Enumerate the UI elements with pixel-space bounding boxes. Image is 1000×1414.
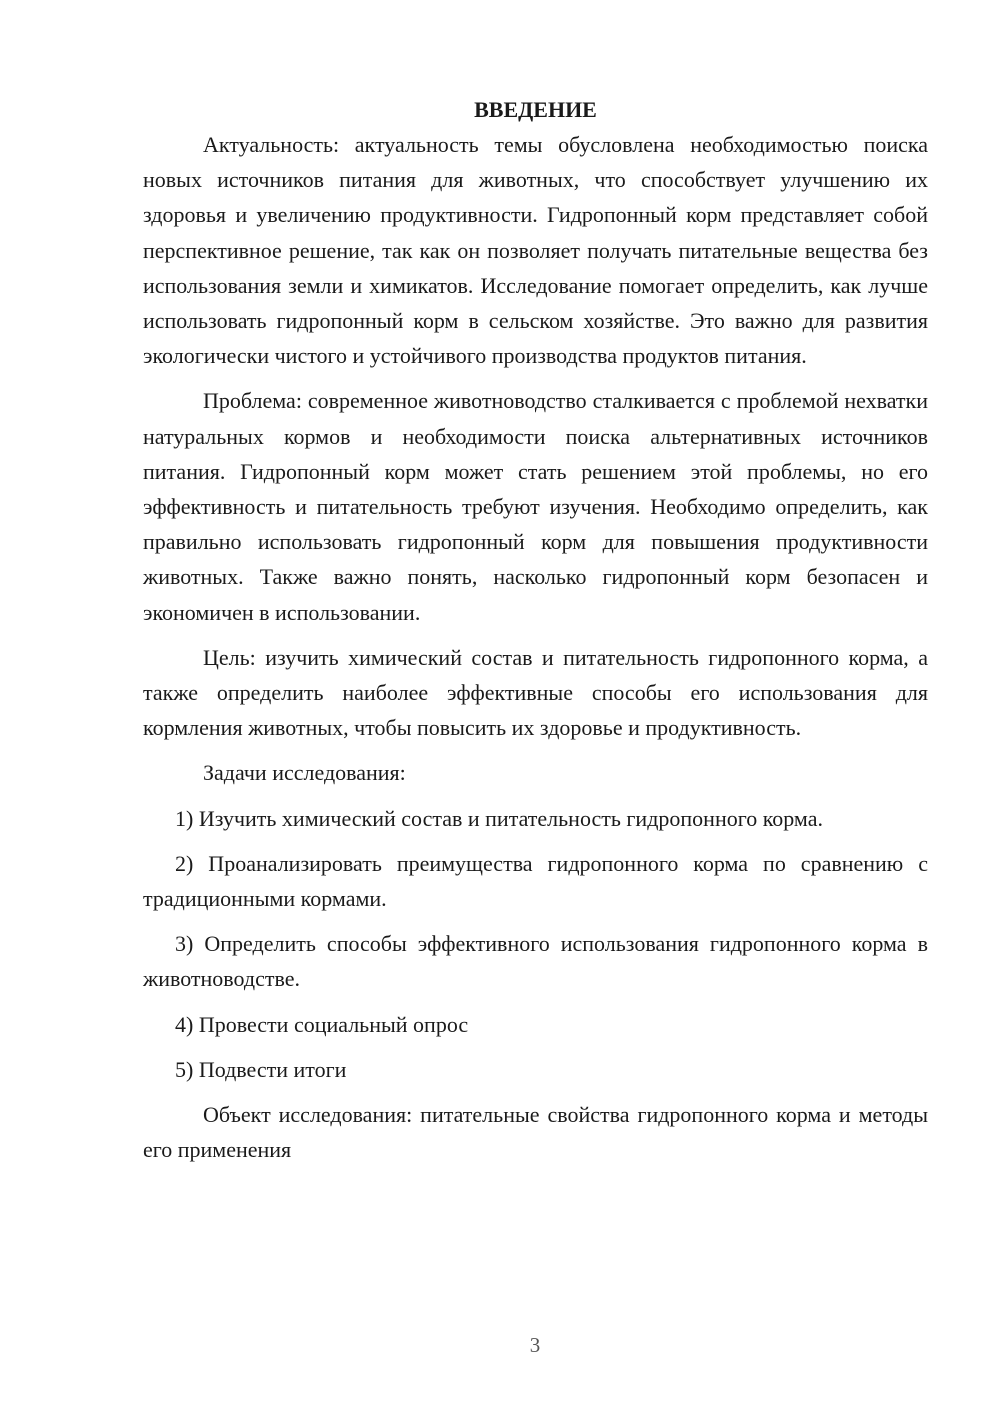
paragraph-relevance: Актуальность: актуальность темы обусловлена необходимостью поиска новых источников питания для животных, что способствует улучшению их здоровья и увеличению продуктивности. Гидропонный корм представляет собой перспективное решение, так как он позволяет получать питательные вещества без использования земли и химикатов. Исследование помогает определить, как лучше использовать гидропонный корм в сельском хозяйстве. Это важно для развития экологически чистого и устойчивого производства продуктов питания. (143, 132, 928, 369)
section-heading: ВВЕДЕНИЕ (474, 97, 597, 122)
paragraph-goal: Цель: изучить химический состав и питательность гидропонного корма, а также определить наиболее эффективные способы его использования для кормления животных, чтобы повысить их здоровье и продуктивность. (143, 644, 928, 741)
task-item-4: 4) Провести социальный опрос (175, 1011, 469, 1037)
document-page (143, 92, 928, 1177)
task-item-3: 3) Определить способы эффективного использования гидропонного корма в животноводстве. (143, 931, 928, 992)
tasks-title: Задачи исследования: (203, 760, 406, 786)
task-item-2: 2) Проанализировать преимущества гидропонного корма по сравнению с традиционными кормами. (143, 850, 928, 912)
task-item-1: 1) Изучить химический состав и питательность гидропонного корма. (175, 805, 823, 831)
paragraph-object: Объект исследования: питательные свойства гидропонного корма и методы его применения (143, 1102, 928, 1163)
page-number: 3 (529, 1333, 541, 1357)
task-item-5: 5) Подвести итоги (175, 1056, 347, 1082)
paragraph-problem: Проблема: современное животноводство сталкивается с проблемой нехватки натуральных кормов и необходимости поиска альтернативных источников питания. Гидропонный корм может стать решением этой проблемы, но его эффективность и питательность требуют изучения. Необходимо определить, как правильно использовать гидропонный корм для повышения продуктивности животных. Также важно понять, насколько гидропонный корм безопасен и экономичен в использовании. (143, 388, 928, 625)
